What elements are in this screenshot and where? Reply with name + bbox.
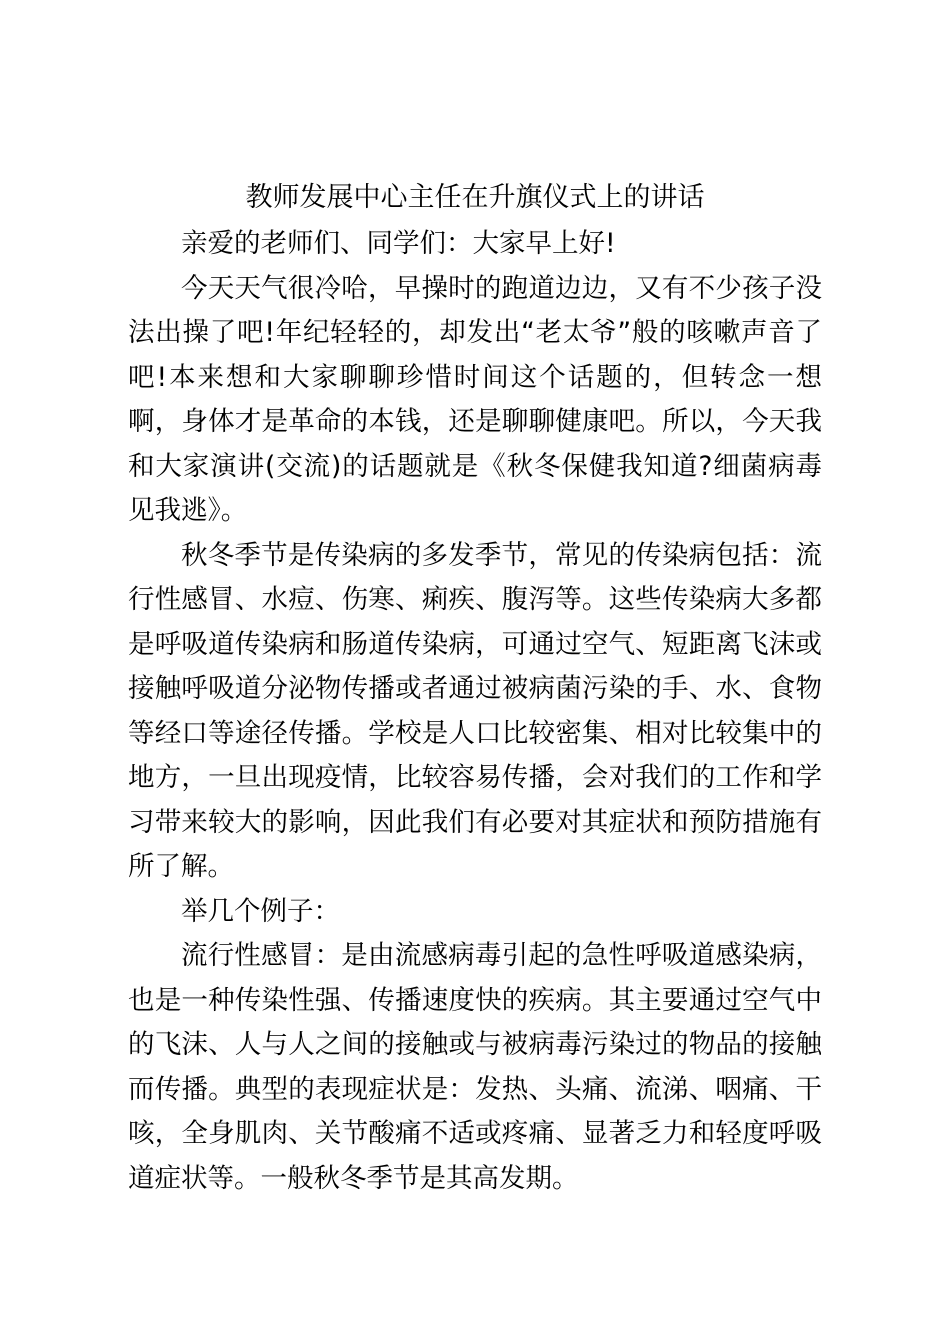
paragraph-greeting: 亲爱的老师们、同学们：大家早上好! [181,228,616,259]
paragraph-season-diseases: 秋冬季节是传染病的多发季节，常见的传染病包括：流行性感冒、水痘、伤寒、痢疾、腹泻等。这些传染病大多都是呼吸道传染病和肠道传染病，可通过空气、短距离飞沫或接触呼吸道分泌物传播或者通过被病菌污染的手、水、食物等经口等途径传播。学校是人口比较密集、相对比较集中的地方，一旦出现疫情，比较容易传播，会对我们的工作和学习带来较大的影响，因此我们有必要对其症状和预防措施有所了解。 [128,539,822,882]
document-title: 教师发展中心主任在升旗仪式上的讲话 [245,182,705,213]
paragraph-intro: 今天天气很冷哈，早操时的跑道边边，又有不少孩子没法出操了吧!年纪轻轻的，却发出“老太爷”般的咳嗽声音了吧!本来想和大家聊聊珍惜时间这个话题的，但转念一想啊，身体才是革命的本钱，还是聊聊健康吧。所以，今天我和大家演讲(交流)的话题就是《秋冬保健我知道?细菌病毒见我逃》。 [128,272,822,526]
paragraph-influenza: 流行性感冒：是由流感病毒引起的急性呼吸道感染病，也是一种传染性强、传播速度快的疾病。其主要通过空气中的飞沫、人与人之间的接触或与被病毒污染过的物品的接触而传播。典型的表现症状是：发热、头痛、流涕、咽痛、干咳，全身肌肉、关节酸痛不适或疼痛、显著乏力和轻度呼吸道症状等。一般秋冬季节是其高发期。 [128,940,822,1194]
paragraph-examples-heading: 举几个例子： [181,895,340,927]
document-body [128,222,822,1201]
